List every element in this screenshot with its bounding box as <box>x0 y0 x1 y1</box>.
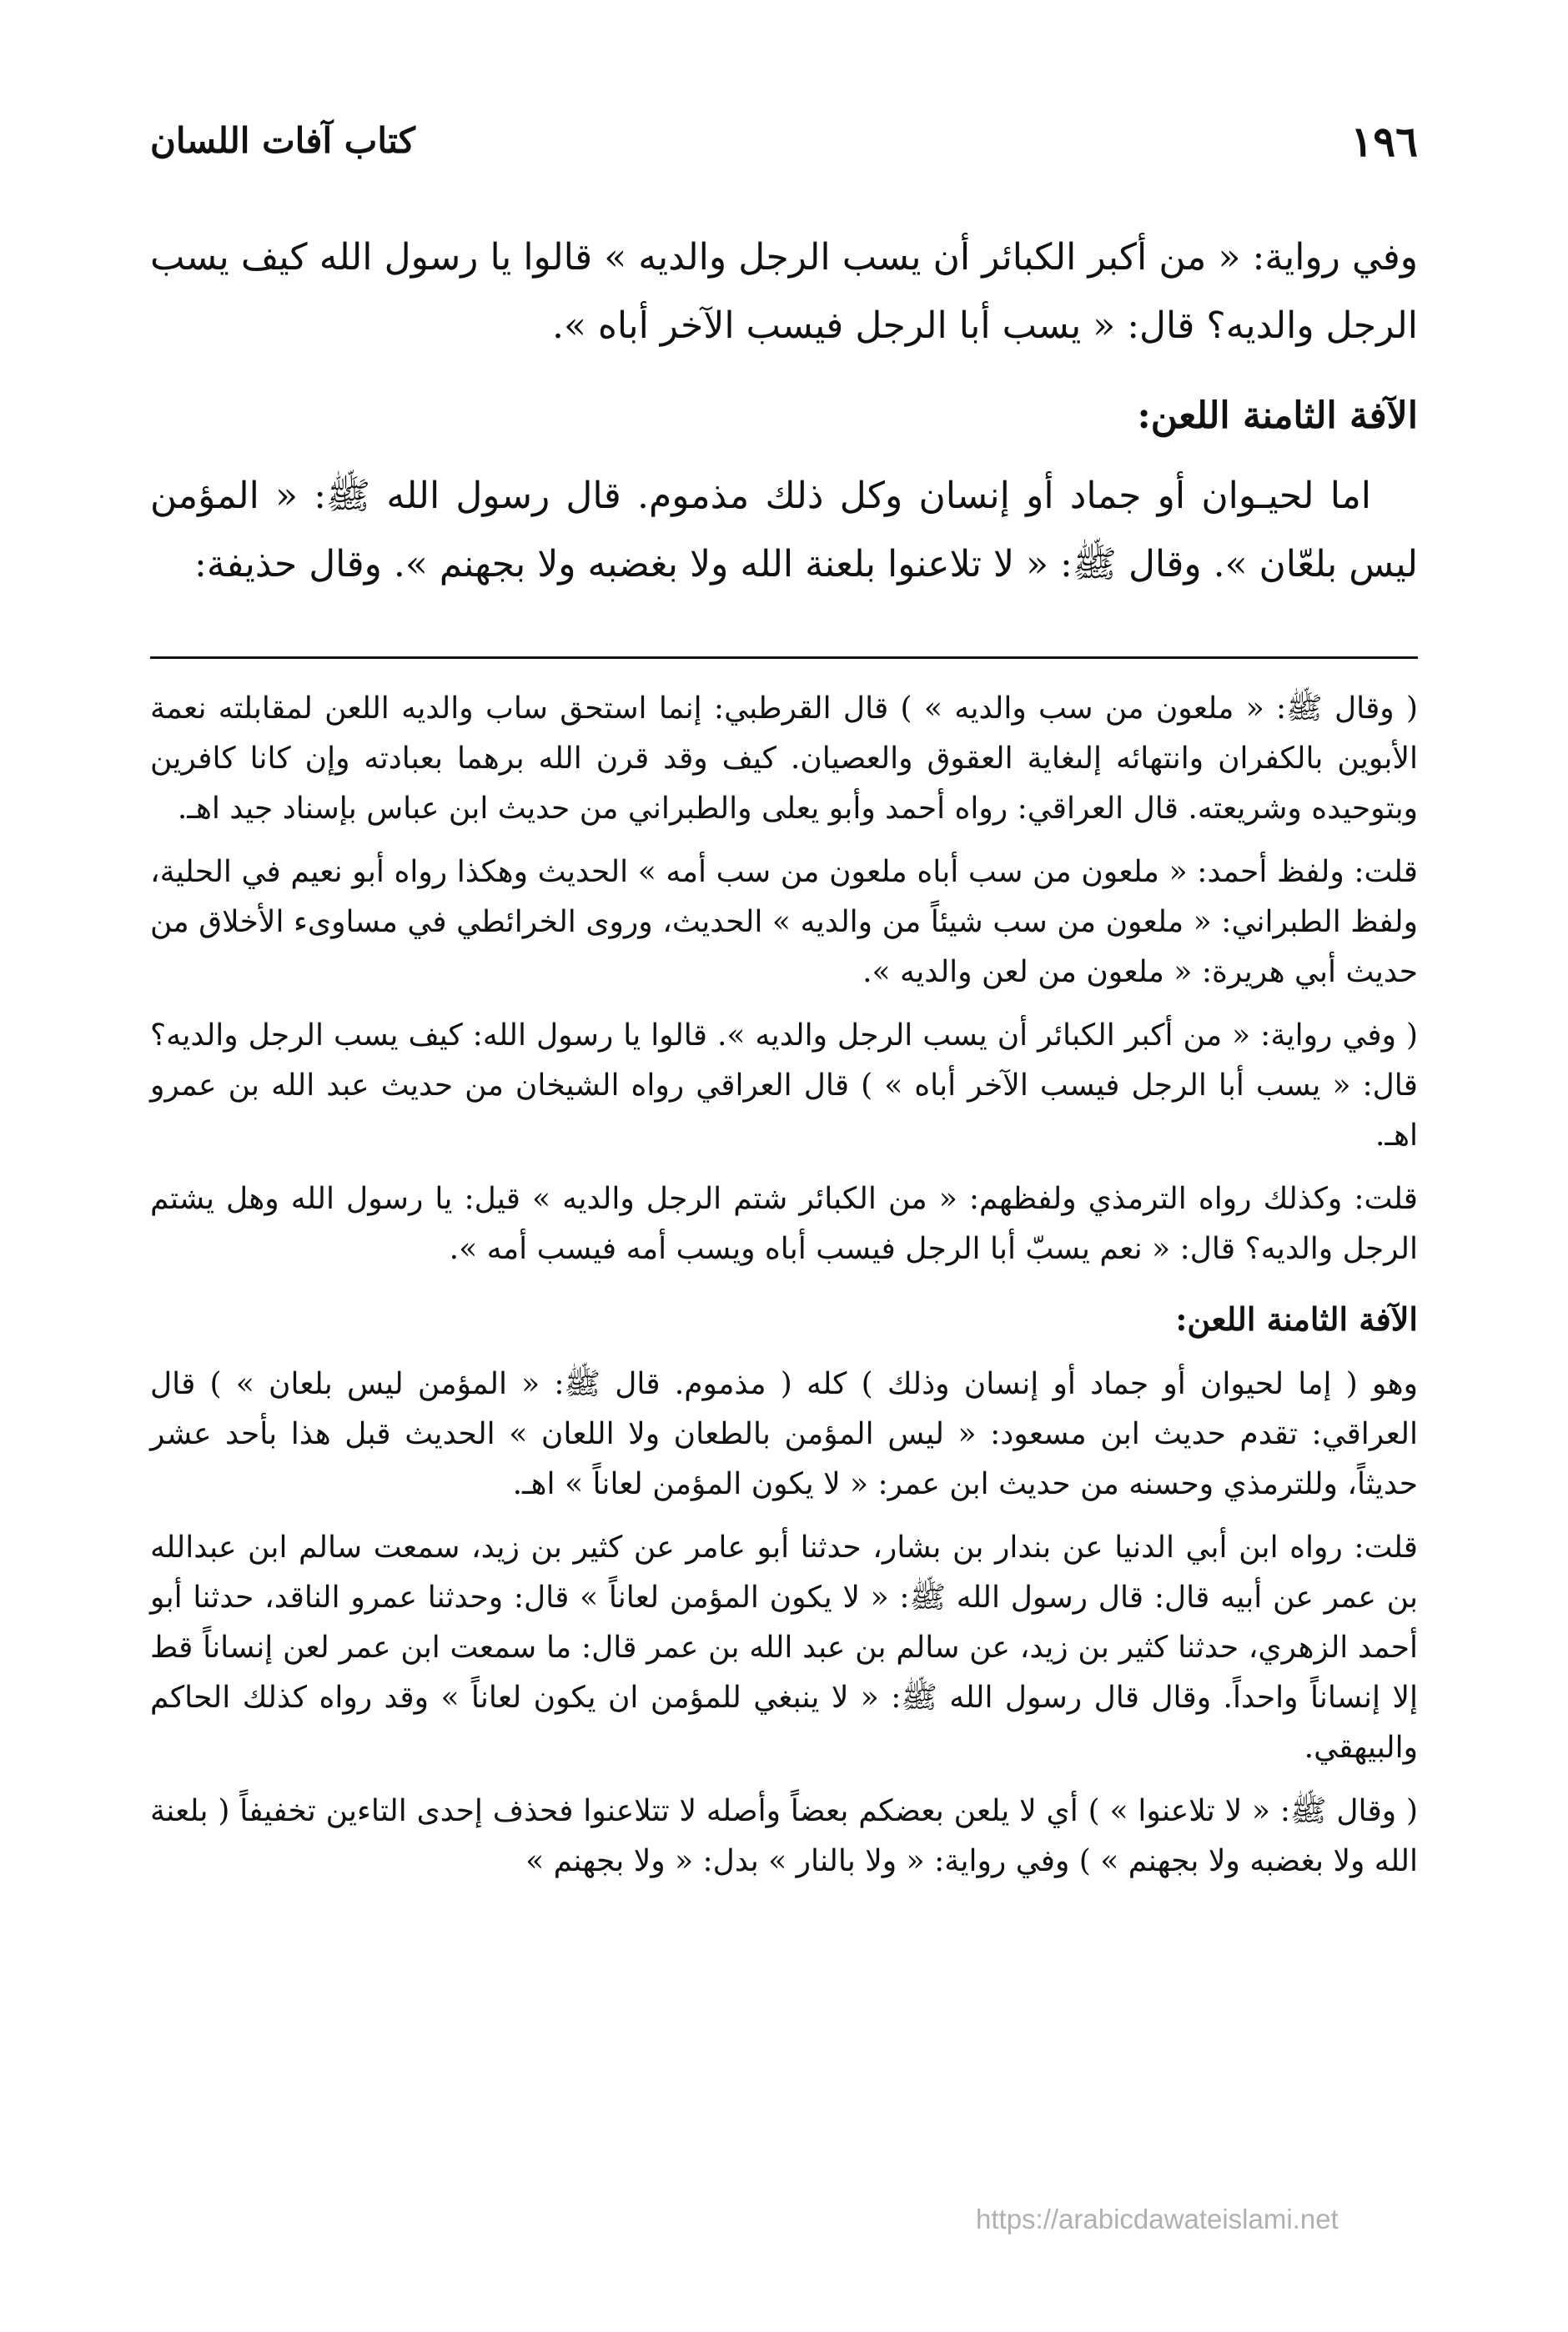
commentary-heading: الآفة الثامنة اللعن: <box>1175 1300 1418 1338</box>
commentary-paragraph-6: قلت: رواه ابن أبي الدنيا عن بندار بن بشار، حدثنا أبو عامر عن كثير بن زيد، سمعت سالم ابن عبدالله بن عمر عن أبيه قال: قال رسول الله ﷺ: « لا يكون المؤمن لعاناً » قال: وحدثنا عمرو الناقد، حدثنا أبو أحمد الزهري، حدثنا كثير بن زيد، عن سالم بن عبد الله بن عمر قال: ما سمعت ابن عمر لعن إنساناً قط إلا إنساناً واحداً. وقال قال رسول الله ﷺ: « لا ينبغي للمؤمن ان يكون لعاناً » وقد رواه كذلك الحاكم والبيهقي. <box>150 1530 1418 1765</box>
commentary-paragraph-3: ( وفي رواية: « من أكبر الكبائر أن يسب الرجل والديه ». قالوا يا رسول الله: كيف يسب الرجل والديه؟ قال: « يسب أبا الرجل فيسب الآخر أباه » ) قال العراقي رواه الشيخان من حديث عبد الله بن عمرو اهـ. <box>150 1018 1418 1153</box>
commentary-paragraph-1: ( وقال ﷺ: « ملعون من سب والديه » ) قال القرطبي: إنما استحق ساب والديه اللعن لمقابلته نعمة الأبوين بالكفران وانتهائه إلىغاية العقوق والعصيان. كيف وقد قرن الله برهما بعبادته وإن كانا كافرين وبتوحيده وشريعته. قال العراقي: رواه أحمد وأبو يعلى والطبراني من حديث ابن عباس بإسناد جيد اهـ. <box>150 691 1418 826</box>
running-title: كتاب آفات اللسان <box>150 120 415 161</box>
commentary-paragraph-2: قلت: ولفظ أحمد: « ملعون من سب أباه ملعون من سب أمه » الحديث وهكذا رواه أبو نعيم في الحلية، ولفظ الطبراني: « ملعون من سب شيئاً من والديه » الحديث، وروى الخرائطي في مساوىء الأخلاق من حديث أبي هريرة: « ملعون من لعن والديه ». <box>150 855 1418 989</box>
main-paragraph-1: وفي رواية: « من أكبر الكبائر أن يسب الرجل والديه » قالوا يا رسول الله كيف يسب الرجل والديه؟ قال: « يسب أبا الرجل فيسب الآخر أباه ». <box>150 236 1418 347</box>
commentary-paragraph-4: قلت: وكذلك رواه الترمذي ولفظهم: « من الكبائر شتم الرجل والديه » قيل: يا رسول الله وهل يشتم الرجل والديه؟ قال: « نعم يسبّ أبا الرجل فيسب أباه ويسب أمه فيسب أمه ». <box>150 1182 1418 1266</box>
commentary-paragraph-5-text: ( إما لحيوان أو جماد أو إنسان وذلك ) كله ( مذموم. قال ﷺ: « المؤمن ليس بلعان » ) قال العراقي: تقدم حديث ابن مسعود: « ليس المؤمن بالطعان ولا اللعان » الحديث قبل هذا بأحد عشر حديثاً، وللترمذي وحسنه من حديث ابن عمر: « لا يكون المؤمن لعاناً » اهـ. <box>150 1367 1418 1501</box>
page-number: ١٩٦ <box>1350 117 1418 166</box>
divider-rule <box>150 656 1418 659</box>
commentary-lead-word: وهو <box>1372 1367 1418 1401</box>
commentary-paragraph-5 <box>150 1359 1418 1510</box>
section-heading: الآفة الثامنة اللعن: <box>1137 395 1418 437</box>
watermark-url: https://arabicdawateislami.net <box>976 2204 1339 2234</box>
page-header <box>150 117 1418 175</box>
commentary-paragraph-7: ( وقال ﷺ: « لا تلاعنوا » ) أي لا يلعن بعضكم بعضاً وأصله لا تتلاعنوا فحذف إحدى التاءين تخفيفاً ( بلعنة الله ولا بغضبه ولا بجهنم » ) وفي رواية: « ولا بالنار » بدل: « ولا بجهنم » <box>150 1794 1418 1878</box>
main-paragraph-2: اما لحيـوان أو جماد أو إنسان وكل ذلك مذموم. قال رسول الله ﷺ: « المؤمن ليس بلعّان ». وقال ﷺ: « لا تلاعنوا بلعنة الله ولا بغضبه ولا بجهنم ». وقال حذيفة: <box>150 475 1418 586</box>
commentary <box>150 684 1418 1900</box>
main-text <box>150 224 1418 599</box>
